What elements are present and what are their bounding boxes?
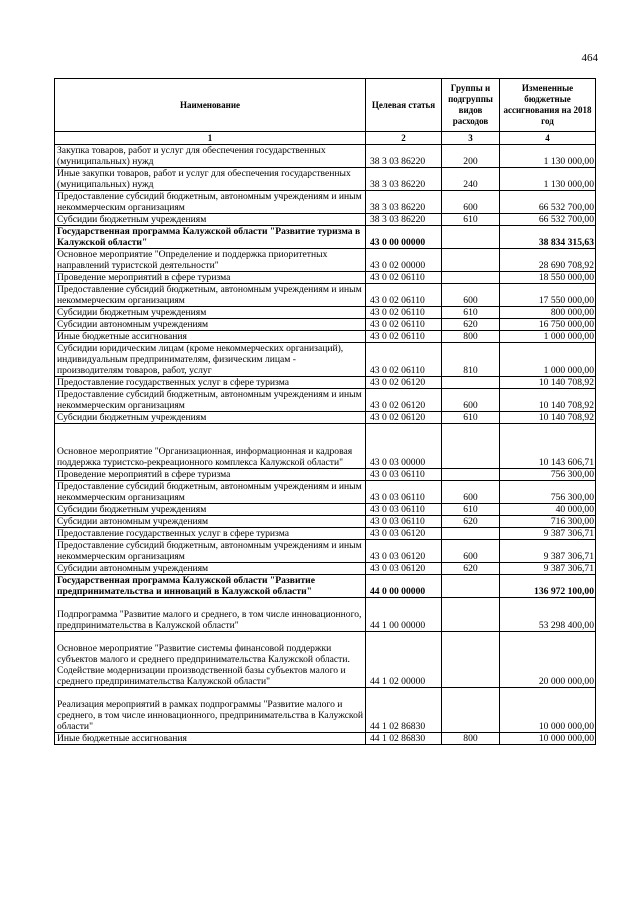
row-code: 38 3 03 86220 xyxy=(366,168,442,191)
header-code: Целевая статья xyxy=(366,79,442,132)
table-row xyxy=(55,632,596,688)
table-row xyxy=(55,272,596,284)
row-code: 43 0 02 06110 xyxy=(366,272,442,284)
column-number: 3 xyxy=(442,132,500,145)
row-code: 44 1 00 00000 xyxy=(366,598,442,632)
row-amount: 10 140 708,92 xyxy=(500,389,596,412)
row-amount: 1 000 000,00 xyxy=(500,343,596,377)
row-group: 620 xyxy=(442,516,500,528)
row-name: Предоставление субсидий бюджетным, автономным учреждениям и иным некоммерческим организациям xyxy=(55,481,366,504)
table-row xyxy=(55,214,596,226)
row-group: 610 xyxy=(442,504,500,516)
row-name: Иные бюджетные ассигнования xyxy=(55,331,366,343)
row-code: 43 0 02 06120 xyxy=(366,377,442,389)
table-row xyxy=(55,598,596,632)
row-amount: 17 550 000,00 xyxy=(500,284,596,307)
row-group xyxy=(442,424,500,469)
row-group: 610 xyxy=(442,307,500,319)
header-row xyxy=(55,79,596,132)
table-row xyxy=(55,389,596,412)
table-row xyxy=(55,319,596,331)
row-code: 38 3 03 86220 xyxy=(366,145,442,168)
row-group xyxy=(442,528,500,540)
table-row xyxy=(55,424,596,469)
row-name: Основное мероприятие "Организационная, информационная и кадровая поддержка туристско-рекреационного комплекса Калужской области" xyxy=(55,424,366,469)
row-amount: 10 000 000,00 xyxy=(500,733,596,745)
row-name: Субсидии бюджетным учреждениям xyxy=(55,504,366,516)
row-code: 43 0 03 06110 xyxy=(366,481,442,504)
row-amount: 20 000 000,00 xyxy=(500,632,596,688)
row-amount: 18 550 000,00 xyxy=(500,272,596,284)
page-number: 464 xyxy=(581,52,598,64)
table-row xyxy=(55,412,596,424)
row-amount: 9 387 306,71 xyxy=(500,540,596,563)
row-code: 43 0 02 06110 xyxy=(366,319,442,331)
row-group xyxy=(442,688,500,733)
table-row xyxy=(55,377,596,389)
table-row xyxy=(55,284,596,307)
row-group: 600 xyxy=(442,284,500,307)
table-row xyxy=(55,145,596,168)
row-name: Государственная программа Калужской области "Развитие предпринимательства и инноваций в Калужской области" xyxy=(55,575,366,598)
table-row xyxy=(55,481,596,504)
row-name: Предоставление субсидий бюджетным, автономным учреждениям и иным некоммерческим организациям xyxy=(55,284,366,307)
row-code: 43 0 02 06110 xyxy=(366,307,442,319)
row-group xyxy=(442,226,500,249)
row-code: 44 1 02 86830 xyxy=(366,733,442,745)
row-group xyxy=(442,249,500,272)
row-name: Основное мероприятие "Развитие системы финансовой поддержки субъектов малого и среднего предпринимательства Калужской области. Содействие модернизации производственной базы субъектов малого и среднего предпринимательства Калужской области" xyxy=(55,632,366,688)
row-amount: 1 130 000,00 xyxy=(500,145,596,168)
row-group: 620 xyxy=(442,319,500,331)
row-name: Закупка товаров, работ и услуг для обеспечения государственных (муниципальных) нужд xyxy=(55,145,366,168)
row-name: Проведение мероприятий в сфере туризма xyxy=(55,272,366,284)
row-group: 810 xyxy=(442,343,500,377)
row-name: Иные закупки товаров, работ и услуг для обеспечения государственных (муниципальных) нужд xyxy=(55,168,366,191)
row-amount: 66 532 700,00 xyxy=(500,214,596,226)
row-name: Субсидии автономным учреждениям xyxy=(55,319,366,331)
table-row xyxy=(55,331,596,343)
table-body xyxy=(55,145,596,745)
table-row xyxy=(55,516,596,528)
column-number: 2 xyxy=(366,132,442,145)
row-code: 38 3 03 86220 xyxy=(366,191,442,214)
row-name: Предоставление субсидий бюджетным, автономным учреждениям и иным некоммерческим организациям xyxy=(55,540,366,563)
row-name: Субсидии юридическим лицам (кроме некоммерческих организаций), индивидуальным предпринимателям, физическим лицам - производителям товаров, работ, услуг xyxy=(55,343,366,377)
row-code: 43 0 02 00000 xyxy=(366,249,442,272)
row-name: Государственная программа Калужской области "Развитие туризма в Калужской области" xyxy=(55,226,366,249)
header-name: Наименование xyxy=(55,79,366,132)
row-group xyxy=(442,377,500,389)
row-amount: 28 690 708,92 xyxy=(500,249,596,272)
row-group xyxy=(442,598,500,632)
row-name: Реализация мероприятий в рамках подпрограммы "Развитие малого и среднего, в том числе инновационного, предпринимательства в Калужской области" xyxy=(55,688,366,733)
table-row xyxy=(55,307,596,319)
row-amount: 53 298 400,00 xyxy=(500,598,596,632)
row-amount: 10 143 606,71 xyxy=(500,424,596,469)
table-row xyxy=(55,575,596,598)
row-name: Предоставление государственных услуг в сфере туризма xyxy=(55,528,366,540)
table-row xyxy=(55,343,596,377)
table-row xyxy=(55,249,596,272)
row-group: 620 xyxy=(442,563,500,575)
row-amount: 756 300,00 xyxy=(500,469,596,481)
budget-table xyxy=(54,78,596,745)
row-code: 44 1 02 00000 xyxy=(366,632,442,688)
row-amount: 9 387 306,71 xyxy=(500,528,596,540)
row-name: Предоставление субсидий бюджетным, автономным учреждениям и иным некоммерческим организациям xyxy=(55,389,366,412)
table-row xyxy=(55,688,596,733)
table-row xyxy=(55,168,596,191)
row-amount: 716 300,00 xyxy=(500,516,596,528)
row-amount: 38 834 315,63 xyxy=(500,226,596,249)
row-name: Предоставление государственных услуг в сфере туризма xyxy=(55,377,366,389)
row-amount: 136 972 100,00 xyxy=(500,575,596,598)
row-code: 43 0 02 06110 xyxy=(366,331,442,343)
row-group: 800 xyxy=(442,331,500,343)
row-group: 240 xyxy=(442,168,500,191)
header-group: Группы и подгруппы видов расходов xyxy=(442,79,500,132)
row-code: 44 0 00 00000 xyxy=(366,575,442,598)
table-row xyxy=(55,563,596,575)
row-amount: 40 000,00 xyxy=(500,504,596,516)
row-name: Подпрограмма "Развитие малого и среднего, в том числе инновационного, предпринимательства в Калужской области" xyxy=(55,598,366,632)
row-group: 800 xyxy=(442,733,500,745)
row-code: 43 0 02 06120 xyxy=(366,412,442,424)
row-amount: 10 140 708,92 xyxy=(500,377,596,389)
row-amount: 16 750 000,00 xyxy=(500,319,596,331)
row-code: 43 0 03 00000 xyxy=(366,424,442,469)
row-amount: 10 140 708,92 xyxy=(500,412,596,424)
header-amount: Измененные бюджетные ассигнования на 2018 год xyxy=(500,79,596,132)
table-row xyxy=(55,733,596,745)
row-group xyxy=(442,469,500,481)
row-group: 600 xyxy=(442,481,500,504)
row-group: 600 xyxy=(442,540,500,563)
row-code: 43 0 02 06110 xyxy=(366,343,442,377)
table-row xyxy=(55,540,596,563)
column-number-row xyxy=(55,132,596,145)
row-name: Проведение мероприятий в сфере туризма xyxy=(55,469,366,481)
row-group xyxy=(442,632,500,688)
row-code: 43 0 03 06120 xyxy=(366,528,442,540)
row-code: 38 3 03 86220 xyxy=(366,214,442,226)
table-row xyxy=(55,528,596,540)
row-code: 43 0 03 06120 xyxy=(366,563,442,575)
row-group: 200 xyxy=(442,145,500,168)
row-group: 600 xyxy=(442,191,500,214)
table-row xyxy=(55,504,596,516)
row-code: 44 1 02 86830 xyxy=(366,688,442,733)
row-name: Иные бюджетные ассигнования xyxy=(55,733,366,745)
row-group: 600 xyxy=(442,389,500,412)
row-amount: 66 532 700,00 xyxy=(500,191,596,214)
table-row xyxy=(55,191,596,214)
row-amount: 1 130 000,00 xyxy=(500,168,596,191)
table-row xyxy=(55,469,596,481)
row-code: 43 0 02 06120 xyxy=(366,389,442,412)
row-group: 610 xyxy=(442,214,500,226)
row-code: 43 0 03 06120 xyxy=(366,540,442,563)
row-amount: 756 300,00 xyxy=(500,481,596,504)
row-amount: 9 387 306,71 xyxy=(500,563,596,575)
row-name: Субсидии автономным учреждениям xyxy=(55,516,366,528)
row-code: 43 0 02 06110 xyxy=(366,284,442,307)
row-amount: 800 000,00 xyxy=(500,307,596,319)
row-amount: 1 000 000,00 xyxy=(500,331,596,343)
row-code: 43 0 03 06110 xyxy=(366,469,442,481)
row-group xyxy=(442,272,500,284)
row-amount: 10 000 000,00 xyxy=(500,688,596,733)
row-code: 43 0 03 06110 xyxy=(366,504,442,516)
row-name: Субсидии бюджетным учреждениям xyxy=(55,307,366,319)
row-group xyxy=(442,575,500,598)
row-name: Субсидии автономным учреждениям xyxy=(55,563,366,575)
row-name: Основное мероприятие "Определение и поддержка приоритетных направлений туристской деятельности" xyxy=(55,249,366,272)
row-code: 43 0 03 06110 xyxy=(366,516,442,528)
table-row xyxy=(55,226,596,249)
column-number: 4 xyxy=(500,132,596,145)
column-number: 1 xyxy=(55,132,366,145)
row-group: 610 xyxy=(442,412,500,424)
row-name: Субсидии бюджетным учреждениям xyxy=(55,214,366,226)
row-name: Предоставление субсидий бюджетным, автономным учреждениям и иным некоммерческим организациям xyxy=(55,191,366,214)
row-code: 43 0 00 00000 xyxy=(366,226,442,249)
row-name: Субсидии бюджетным учреждениям xyxy=(55,412,366,424)
